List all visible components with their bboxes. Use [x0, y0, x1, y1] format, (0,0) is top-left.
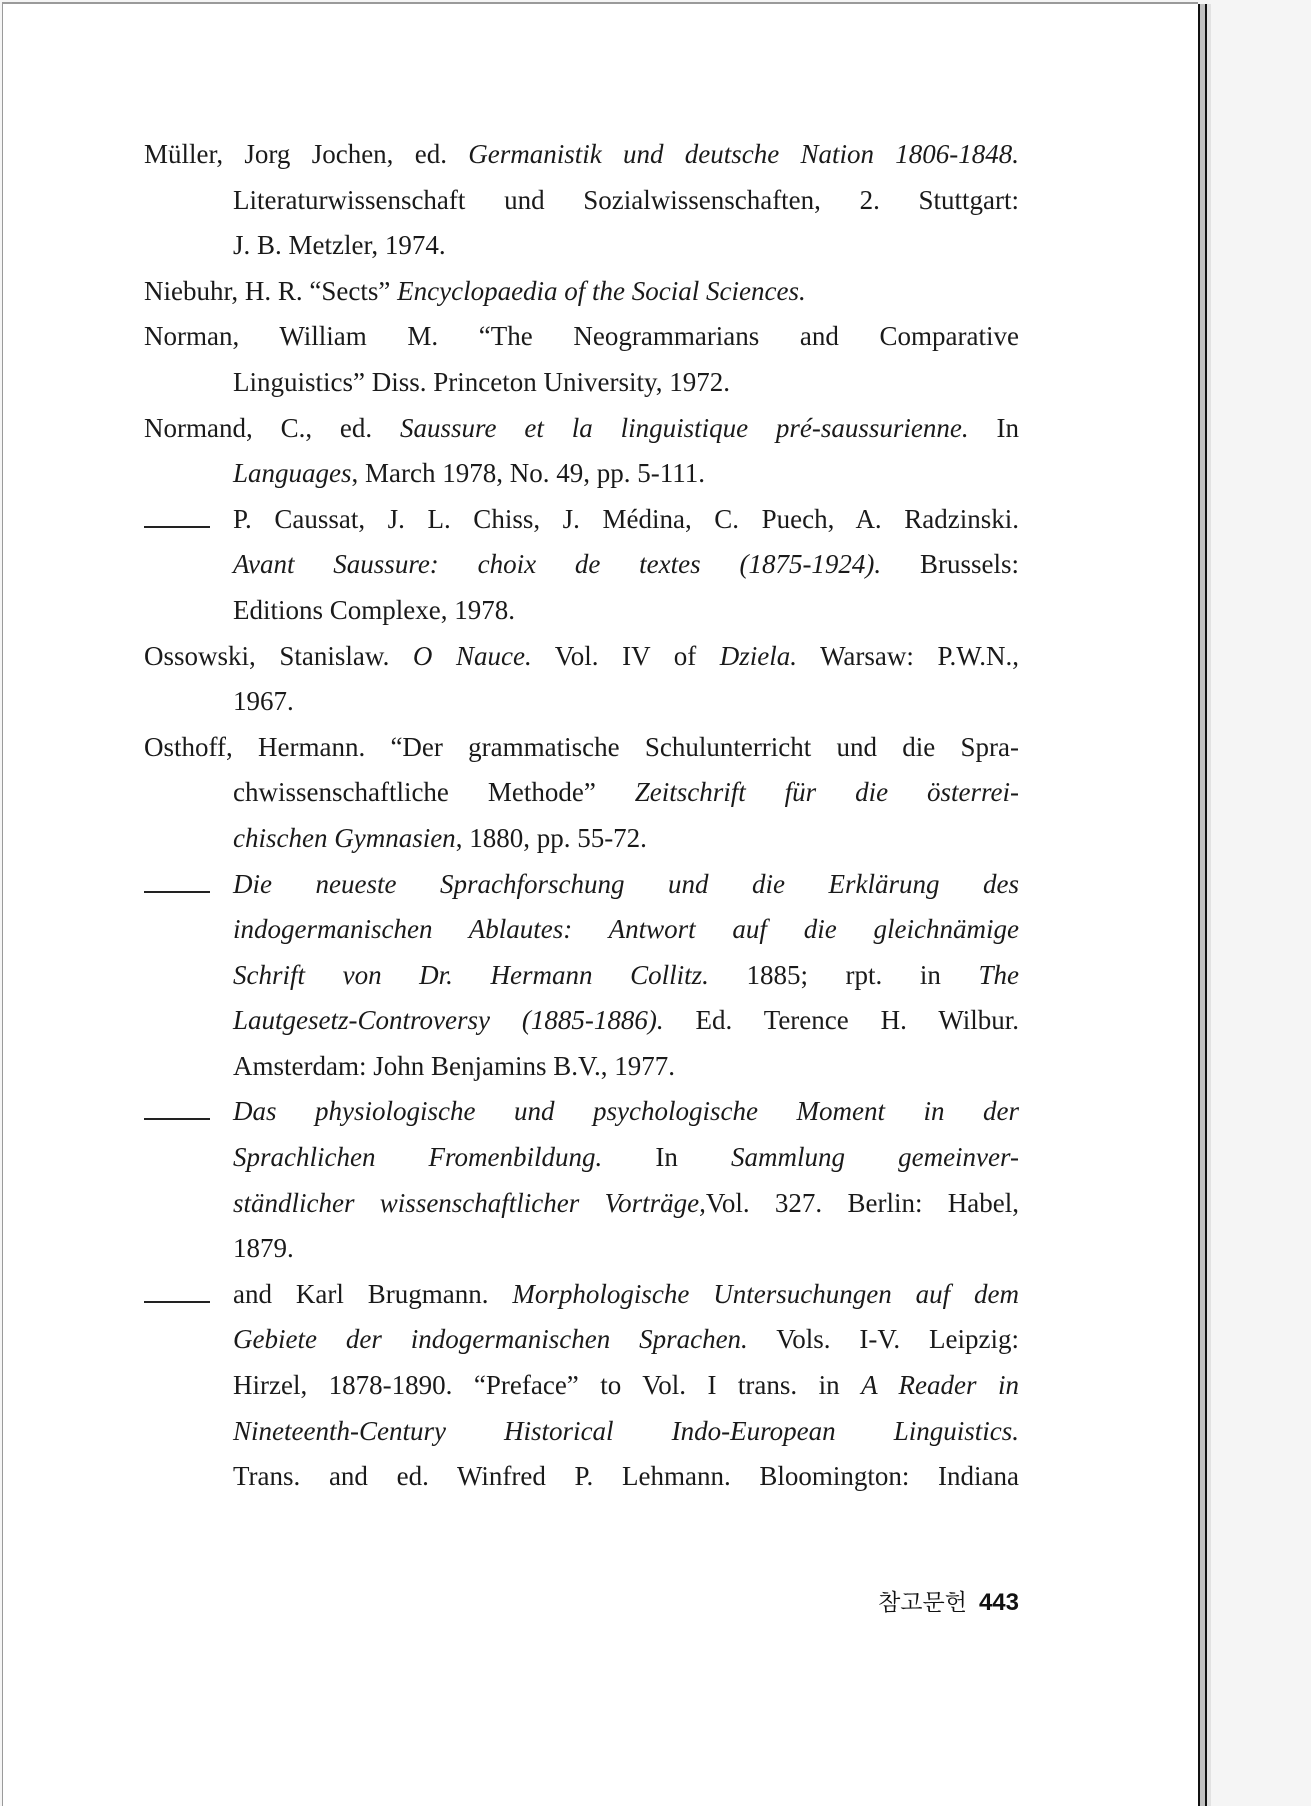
- entry-line: [144, 1363, 1019, 1409]
- entry-line: [144, 634, 1019, 680]
- entry-line: [144, 178, 1019, 224]
- entry-text: Müller, Jorg Jochen, ed.: [144, 139, 469, 169]
- repeated-author-dash: [144, 890, 210, 893]
- italic-title-text: Das physiologische und psychologische Moment in der: [233, 1096, 1019, 1127]
- entry-line: [144, 1272, 1019, 1318]
- running-header-section: 참고문헌: [878, 1590, 967, 1616]
- entry-line: [144, 542, 1019, 588]
- entry-text: Vol. 327. Berlin: Habel,: [705, 1187, 1019, 1218]
- entry-text: Vols. I-V. Leipzig:: [747, 1324, 1019, 1355]
- italic-title-text: A Reader in: [861, 1370, 1019, 1401]
- entry-line-text: [233, 1272, 1019, 1318]
- italic-title-text: Die neueste Sprachforschung und die Erklärung des: [233, 868, 1019, 899]
- entry-text: Ossowski, Stanislaw.: [144, 640, 413, 671]
- entry-line: [144, 223, 1019, 269]
- entry-line: [144, 998, 1019, 1044]
- entry-text: Linguistics” Diss. Princeton University, 1972.: [233, 366, 730, 397]
- entry-text: Normand, C., ed.: [144, 412, 401, 443]
- entry-line: [144, 1409, 1019, 1455]
- bibliography-entry: [144, 497, 1019, 634]
- entry-line: [144, 314, 1019, 360]
- italic-title-text: Sprachlichen Fromenbildung.: [233, 1142, 603, 1173]
- entry-text: , 1880, pp. 55-72.: [455, 822, 647, 853]
- entry-line: [144, 1226, 1019, 1272]
- italic-title-text: Lautgesetz-Controversy (1885-1886).: [233, 1005, 664, 1036]
- italic-title-text: Sammlung gemeinver-: [730, 1142, 1019, 1173]
- entry-line: [144, 451, 1019, 497]
- entry-text: and Karl Brugmann.: [233, 1278, 513, 1309]
- entry-line: [144, 497, 1019, 543]
- entry-text: , March 1978, No. 49, pp. 5-111.: [351, 458, 705, 489]
- entry-line: [144, 360, 1019, 406]
- bibliography-entry: [144, 634, 1019, 725]
- entry-text: P. Caussat, J. L. Chiss, J. Médina, C. Puech, A. Radzinski.: [233, 503, 1019, 534]
- entry-line: [144, 588, 1019, 634]
- bibliography-list: [144, 132, 1019, 1500]
- entry-text: chwissenschaftliche Methode”: [233, 777, 635, 808]
- italic-title-text: indogermanischen Ablautes: Antwort auf die gleichnämige: [233, 914, 1019, 945]
- entry-text: 1885; rpt. in: [708, 959, 979, 990]
- entry-text: 1967.: [233, 686, 294, 717]
- italic-title-text: Gebiete der indogermanischen Sprachen.: [233, 1324, 748, 1355]
- entry-line: [144, 679, 1019, 725]
- entry-line: [144, 816, 1019, 862]
- entry-line: [144, 1089, 1019, 1135]
- entry-line: [144, 1454, 1019, 1500]
- entry-text: Hirzel, 1878-1890. “Preface” to Vol. I trans. in: [233, 1370, 862, 1401]
- entry-text: In: [602, 1142, 731, 1173]
- entry-line: [144, 1317, 1019, 1363]
- bibliography-entry: [144, 862, 1019, 1090]
- repeated-author-dash: [144, 1300, 210, 1303]
- entry-text: Warsaw: P.W.N.,: [797, 640, 1019, 671]
- entry-text: Brussels:: [881, 549, 1019, 580]
- entry-text: Niebuhr, H. R. “Sects”: [144, 275, 398, 306]
- bibliography-entry: [144, 269, 1019, 315]
- entry-text: Literaturwissenschaft und Sozialwissenschaften, 2. Stuttgart:: [233, 184, 1019, 215]
- entry-line: [144, 1135, 1019, 1181]
- entry-text: Vol. IV of: [531, 640, 720, 671]
- page-footer: [878, 1584, 1019, 1617]
- entry-text: Trans. and ed. Winfred P. Lehmann. Bloomington: Indiana: [233, 1461, 1019, 1492]
- entry-line: [144, 1044, 1019, 1090]
- italic-title-text: Saussure et la linguistique pré-saussurienne.: [400, 412, 969, 443]
- entry-line: [144, 953, 1019, 999]
- entry-line: [144, 269, 1019, 315]
- italic-title-text: Germanistik und deutsche Nation 1806-1848.: [468, 139, 1020, 169]
- italic-title-text: Zeitschrift für die österrei-: [634, 777, 1019, 808]
- page-shadow: [1207, 4, 1211, 1806]
- italic-title-text: Encyclopaedia of the Social Sciences.: [397, 275, 806, 306]
- entry-text: Amsterdam: John Benjamins B.V., 1977.: [233, 1050, 675, 1081]
- entry-line: [144, 770, 1019, 816]
- entry-line: [144, 406, 1019, 452]
- italic-title-text: chischen Gymnasien: [233, 822, 456, 853]
- entry-text: 1879.: [233, 1233, 294, 1264]
- italic-title-text: Avant Saussure: choix de textes (1875-1924).: [233, 549, 882, 580]
- italic-title-text: ständlicher wissenschaftlicher Vorträge,: [233, 1187, 706, 1218]
- entry-line-text: [233, 497, 1019, 543]
- bibliography-entry: [144, 1272, 1019, 1500]
- italic-title-text: O Nauce.: [412, 640, 532, 671]
- page-number: 443: [978, 1589, 1019, 1616]
- entry-line: [144, 862, 1019, 908]
- entry-line-text: [233, 1089, 1019, 1135]
- italic-title-text: Schrift von Dr. Hermann Collitz.: [233, 959, 709, 990]
- italic-title-text: Nineteenth-Century Historical Indo-European Linguistics.: [233, 1415, 1019, 1446]
- bibliography-entry: [144, 406, 1019, 497]
- entry-text: Ed. Terence H. Wilbur.: [663, 1005, 1019, 1036]
- entry-text: Osthoff, Hermann. “Der grammatische Schulunterricht und die Spra-: [144, 731, 1019, 762]
- bibliography-entry: [144, 132, 1019, 269]
- entry-text: J. B. Metzler, 1974.: [233, 230, 446, 261]
- entry-line-text: [233, 862, 1019, 908]
- page-edge: [1198, 4, 1207, 1806]
- entry-line: [144, 907, 1019, 953]
- entry-line: [144, 725, 1019, 771]
- entry-line: [144, 132, 1019, 178]
- repeated-author-dash: [144, 525, 210, 528]
- entry-text: In: [968, 412, 1019, 443]
- italic-title-text: Morphologische Untersuchungen auf dem: [512, 1278, 1019, 1309]
- bibliography-entry: [144, 314, 1019, 405]
- entry-text: Norman, William M. “The Neogrammarians and Comparative: [144, 321, 1019, 352]
- entry-line: [144, 1181, 1019, 1227]
- bibliography-entry: [144, 1089, 1019, 1271]
- bibliography-entry: [144, 725, 1019, 862]
- entry-text: Editions Complexe, 1978.: [233, 594, 515, 625]
- italic-title-text: Languages: [233, 458, 352, 489]
- italic-title-text: The: [978, 959, 1019, 990]
- repeated-author-dash: [144, 1117, 210, 1120]
- italic-title-text: Dziela.: [719, 640, 798, 671]
